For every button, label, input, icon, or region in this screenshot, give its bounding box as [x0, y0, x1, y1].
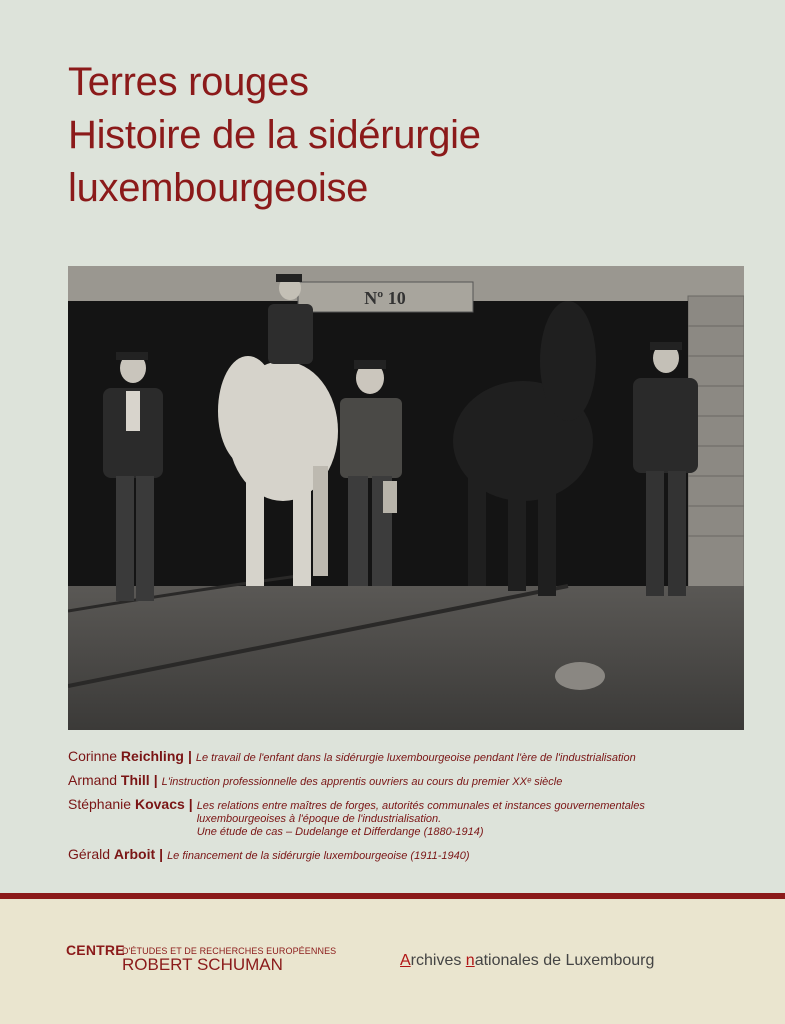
- separator: |: [159, 846, 164, 862]
- author-entry: [68, 772, 758, 789]
- article-title: Les relations entre maîtres de forges, autorités communales et instances gouvernementales luxembourgeoises à l'époque de l'industrialisation. Une étude de cas – Dudelange et Differdange (1880-1914): [196, 800, 645, 838]
- title-line-1: Terres rouges: [68, 60, 309, 104]
- author-entry: [68, 796, 758, 839]
- authors-list: [68, 748, 758, 870]
- article-title: Le financement de la sidérurgie luxembourgeoise (1911-1940): [167, 850, 470, 862]
- footer: [0, 899, 785, 1024]
- title-line-2: Histoire de la sidérurgie: [68, 113, 481, 157]
- sign-label: Nº 10: [364, 288, 406, 308]
- author-entry: [68, 748, 758, 765]
- book-title: [68, 56, 481, 215]
- author-name: Gérald Arboit: [68, 846, 156, 862]
- separator: |: [153, 772, 158, 788]
- author-entry: [68, 846, 758, 863]
- cover-photo: [68, 266, 744, 730]
- title-line-3: luxembourgeoise: [68, 166, 369, 210]
- cerrs-centre: CENTRE: [66, 942, 125, 958]
- ground: [68, 586, 744, 730]
- separator: |: [188, 796, 193, 812]
- mine-entrance-illustration: [68, 266, 744, 730]
- author-name: Corinne Reichling: [68, 748, 184, 764]
- rock: [555, 662, 605, 690]
- article-title: Le travail de l'enfant dans la sidérurgie luxembourgeoise pendant l'ère de l'industrialisation: [195, 752, 636, 764]
- anl-logo: Archives nationales de Luxembourg: [400, 952, 655, 969]
- article-title: L'instruction professionnelle des apprentis ouvriers au cours du premier XXᵉ siècle: [161, 776, 563, 788]
- cerrs-name: ROBERT SCHUMAN: [122, 955, 283, 974]
- separator: |: [187, 748, 192, 764]
- author-name: Stéphanie Kovacs: [68, 796, 185, 812]
- author-name: Armand Thill: [68, 772, 150, 788]
- cerrs-subtitle: D'ÉTUDES ET DE RECHERCHES EUROPÉENNES: [122, 946, 337, 956]
